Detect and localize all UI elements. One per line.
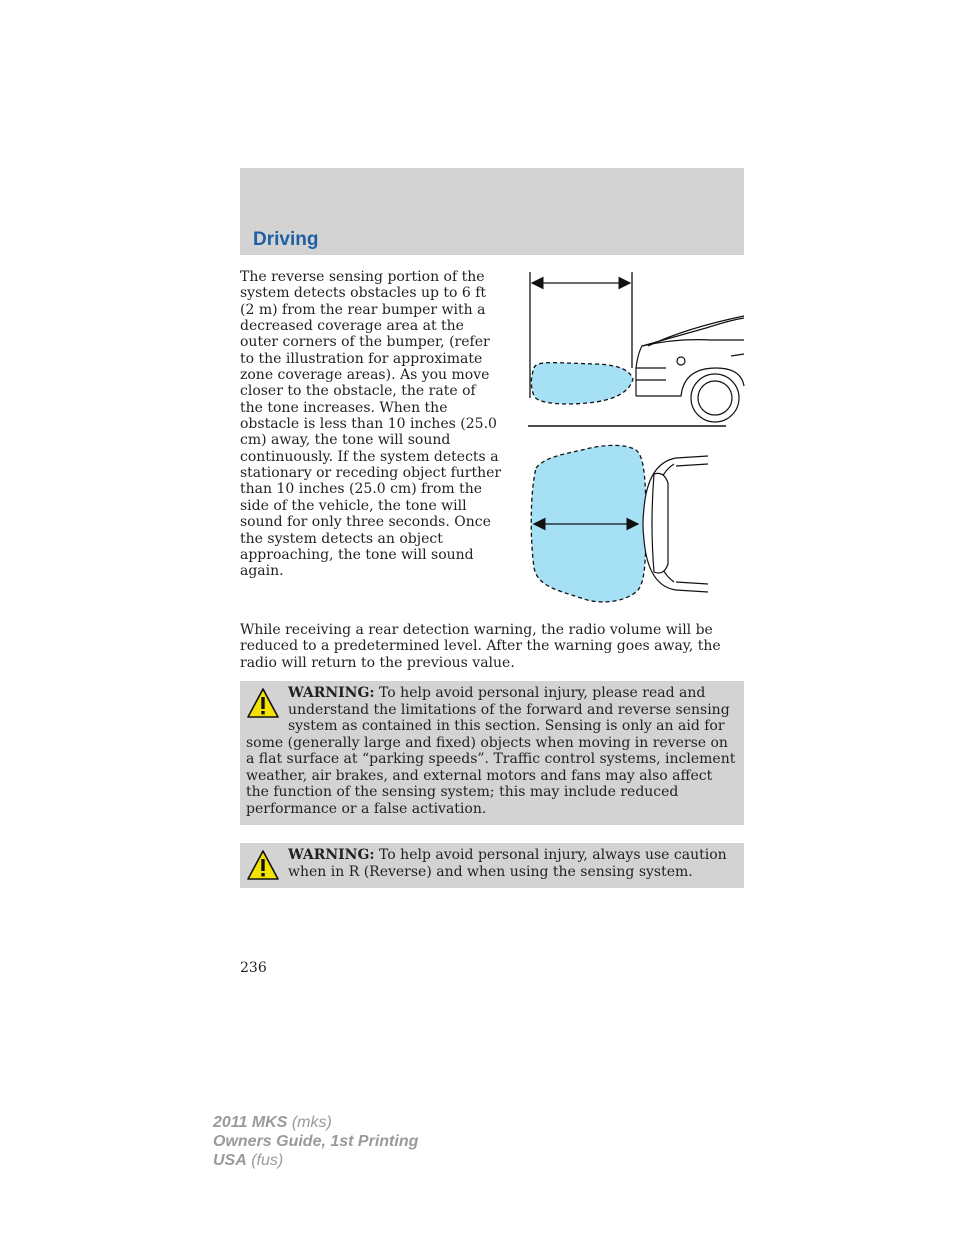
footer-line-model: 2011 MKS (mks) — [213, 1114, 332, 1131]
body-paragraph-reverse-sensing: The reverse sensing portion of the system detects obstacles up to 6 ft (2 m) from the rear bumper with a decreased coverage area at the outer corners of the bumper, (refer to the illustration for approximate zone coverage areas). As you move closer to the obstacle, the rate of the tone increases. When the obstacle is less than 10 inches (25.0 cm) away, the tone will sound continuously. If the system detects a stationary or receding object further than 10 inches (25.0 cm) from the side of the vehicle, the tone will sound for only three seconds. Once the system detects an object approaching, the tone will sound again. — [240, 269, 502, 580]
warning-triangle-icon — [246, 687, 280, 720]
footer-line-guide: Owners Guide, 1st Printing — [213, 1133, 419, 1150]
warning-text: To help avoid personal injury, please read and understand the limitations of the forward and reverse sensing system as contained in this section. Sensing is only an aid for some (generally large and fixed) objects when moving in reverse on a flat surface at “parking speeds”. Traffic control systems, inclement weather, air brakes, and external motors and fans may also affect the function of the sensing system; this may include reduced performance or a false activation. — [246, 685, 736, 817]
warning-box — [240, 681, 744, 825]
footer-line-market: USA (fus) — [213, 1152, 284, 1169]
reverse-sensing-zone-illustration — [526, 268, 746, 608]
body-paragraph-radio-volume: While receiving a rear detection warning, the radio volume will be reduced to a predetermined level. After the warning goes away, the radio will return to the previous value. — [240, 622, 721, 671]
warning-text: To help avoid personal injury, always use caution when in R (Reverse) and when using the sensing system. — [288, 847, 727, 880]
side-view-diagram — [528, 272, 744, 426]
top-view-diagram — [531, 445, 708, 602]
page-number: 236 — [240, 960, 267, 976]
car-rear-top-icon — [643, 456, 708, 592]
warning-label: WARNING: — [288, 685, 375, 701]
section-title: Driving — [253, 229, 319, 250]
section-header-band — [240, 168, 744, 255]
warning-label: WARNING: — [288, 847, 375, 863]
warning-box — [240, 843, 744, 888]
document-footer — [213, 1113, 418, 1170]
car-rear-side-icon — [636, 316, 744, 422]
warning-triangle-icon — [246, 849, 280, 882]
side-detection-zone — [531, 363, 633, 404]
